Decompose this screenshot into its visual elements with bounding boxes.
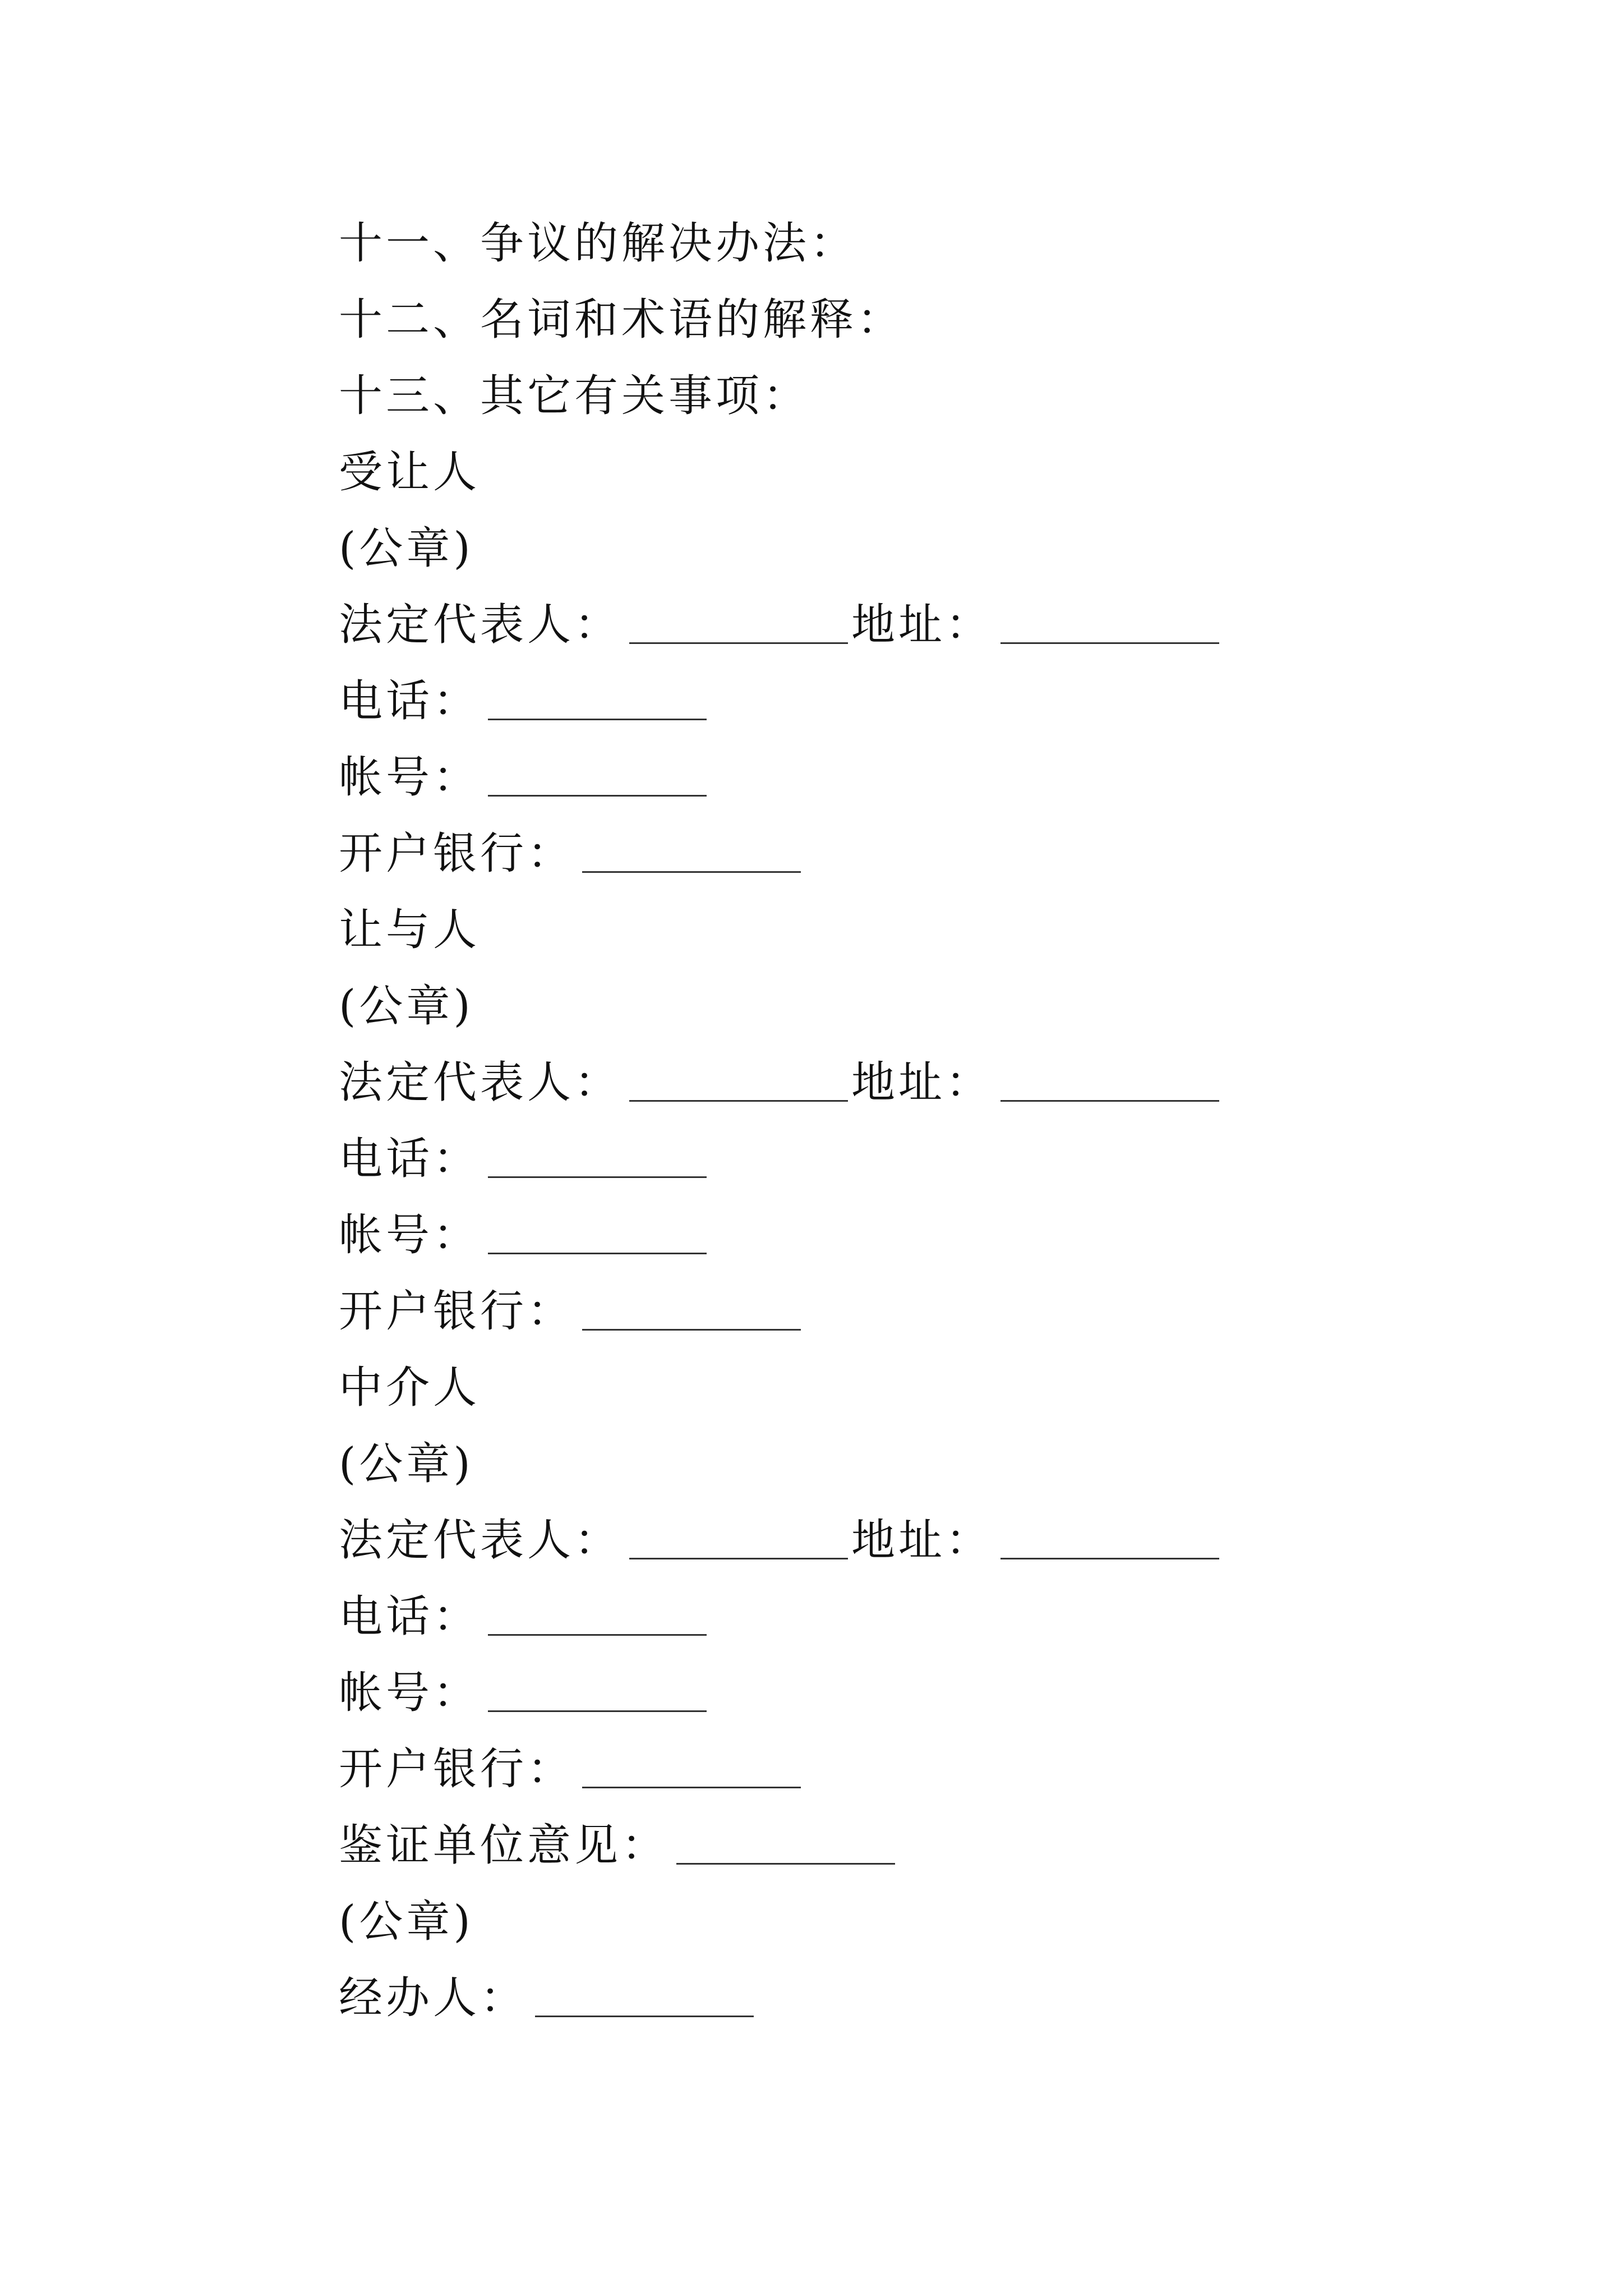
assignor-legal-rep-label: 法定代表人： bbox=[339, 1057, 622, 1108]
assignor-heading bbox=[339, 894, 480, 956]
assignee-seal-text: (公章) bbox=[339, 523, 474, 574]
assignor-phone-row bbox=[339, 1123, 710, 1185]
assignee-heading-text: 受让人 bbox=[339, 447, 481, 498]
verification-opinion-row bbox=[339, 1810, 898, 1871]
assignee-legal-rep-row bbox=[339, 589, 1223, 651]
assignee-account-label: 帐号： bbox=[339, 752, 481, 803]
verification-seal bbox=[339, 1886, 474, 1948]
assignor-account-field[interactable] bbox=[488, 1250, 707, 1254]
intermediary-phone-field[interactable] bbox=[488, 1632, 707, 1636]
clause-12-text: 十二、名词和术语的解释： bbox=[339, 295, 905, 345]
assignor-phone-field[interactable] bbox=[488, 1174, 707, 1178]
intermediary-bank-field[interactable] bbox=[582, 1784, 801, 1788]
assignor-address-field[interactable] bbox=[1000, 1098, 1219, 1102]
intermediary-seal bbox=[339, 1428, 474, 1490]
intermediary-bank-label: 开户银行： bbox=[339, 1744, 575, 1795]
intermediary-account-field[interactable] bbox=[488, 1708, 707, 1712]
clause-13-text: 十三、其它有关事项： bbox=[339, 371, 810, 421]
verification-seal-text: (公章) bbox=[339, 1897, 474, 1947]
assignee-seal bbox=[339, 513, 474, 574]
assignee-address-label: 地址： bbox=[851, 600, 993, 650]
assignor-legal-rep-row bbox=[339, 1047, 1223, 1108]
assignor-legal-rep-field[interactable] bbox=[629, 1098, 848, 1102]
assignee-bank-field[interactable] bbox=[582, 869, 801, 873]
intermediary-account-label: 帐号： bbox=[339, 1668, 481, 1718]
intermediary-heading-text: 中介人 bbox=[339, 1363, 481, 1413]
assignee-bank-label: 开户银行： bbox=[339, 829, 575, 879]
intermediary-seal-text: (公章) bbox=[339, 1439, 474, 1489]
assignee-phone-label: 电话： bbox=[339, 676, 481, 726]
assignee-legal-rep-field[interactable] bbox=[629, 640, 848, 644]
assignor-account-row bbox=[339, 1199, 710, 1261]
assignee-account-field[interactable] bbox=[488, 793, 707, 797]
clause-12 bbox=[339, 284, 904, 346]
assignor-bank-field[interactable] bbox=[582, 1327, 801, 1331]
intermediary-phone-row bbox=[339, 1581, 710, 1642]
assignor-account-label: 帐号： bbox=[339, 1210, 481, 1260]
handler-label: 经办人： bbox=[339, 1973, 528, 2023]
assignor-seal-text: (公章) bbox=[339, 981, 474, 1032]
assignee-account-row bbox=[339, 742, 710, 803]
assignee-legal-rep-label: 法定代表人： bbox=[339, 600, 622, 650]
intermediary-legal-rep-label: 法定代表人： bbox=[339, 1515, 622, 1566]
intermediary-legal-rep-row bbox=[339, 1504, 1223, 1566]
intermediary-account-row bbox=[339, 1657, 710, 1719]
assignee-heading bbox=[339, 436, 480, 498]
intermediary-address-field[interactable] bbox=[1000, 1556, 1219, 1559]
clause-11 bbox=[339, 208, 857, 269]
intermediary-heading bbox=[339, 1352, 480, 1414]
verification-opinion-field[interactable] bbox=[676, 1861, 895, 1865]
assignor-bank-row bbox=[339, 1276, 804, 1337]
assignee-bank-row bbox=[339, 818, 804, 880]
handler-field[interactable] bbox=[535, 2013, 754, 2017]
assignor-address-label: 地址： bbox=[851, 1057, 993, 1108]
assignor-phone-label: 电话： bbox=[339, 1134, 481, 1184]
handler-row bbox=[339, 1962, 757, 2024]
intermediary-bank-row bbox=[339, 1733, 804, 1795]
assignee-address-field[interactable] bbox=[1000, 640, 1219, 644]
clause-13 bbox=[339, 360, 810, 422]
intermediary-phone-label: 电话： bbox=[339, 1591, 481, 1642]
assignee-phone-field[interactable] bbox=[488, 716, 707, 720]
assignor-seal bbox=[339, 970, 474, 1032]
assignor-heading-text: 让与人 bbox=[339, 905, 481, 955]
verification-opinion-label: 鉴证单位意见： bbox=[339, 1820, 669, 1871]
clause-11-text: 十一、争议的解决办法： bbox=[339, 218, 857, 269]
intermediary-address-label: 地址： bbox=[851, 1515, 993, 1566]
intermediary-legal-rep-field[interactable] bbox=[629, 1556, 848, 1559]
assignee-phone-row bbox=[339, 665, 710, 727]
assignor-bank-label: 开户银行： bbox=[339, 1286, 575, 1337]
